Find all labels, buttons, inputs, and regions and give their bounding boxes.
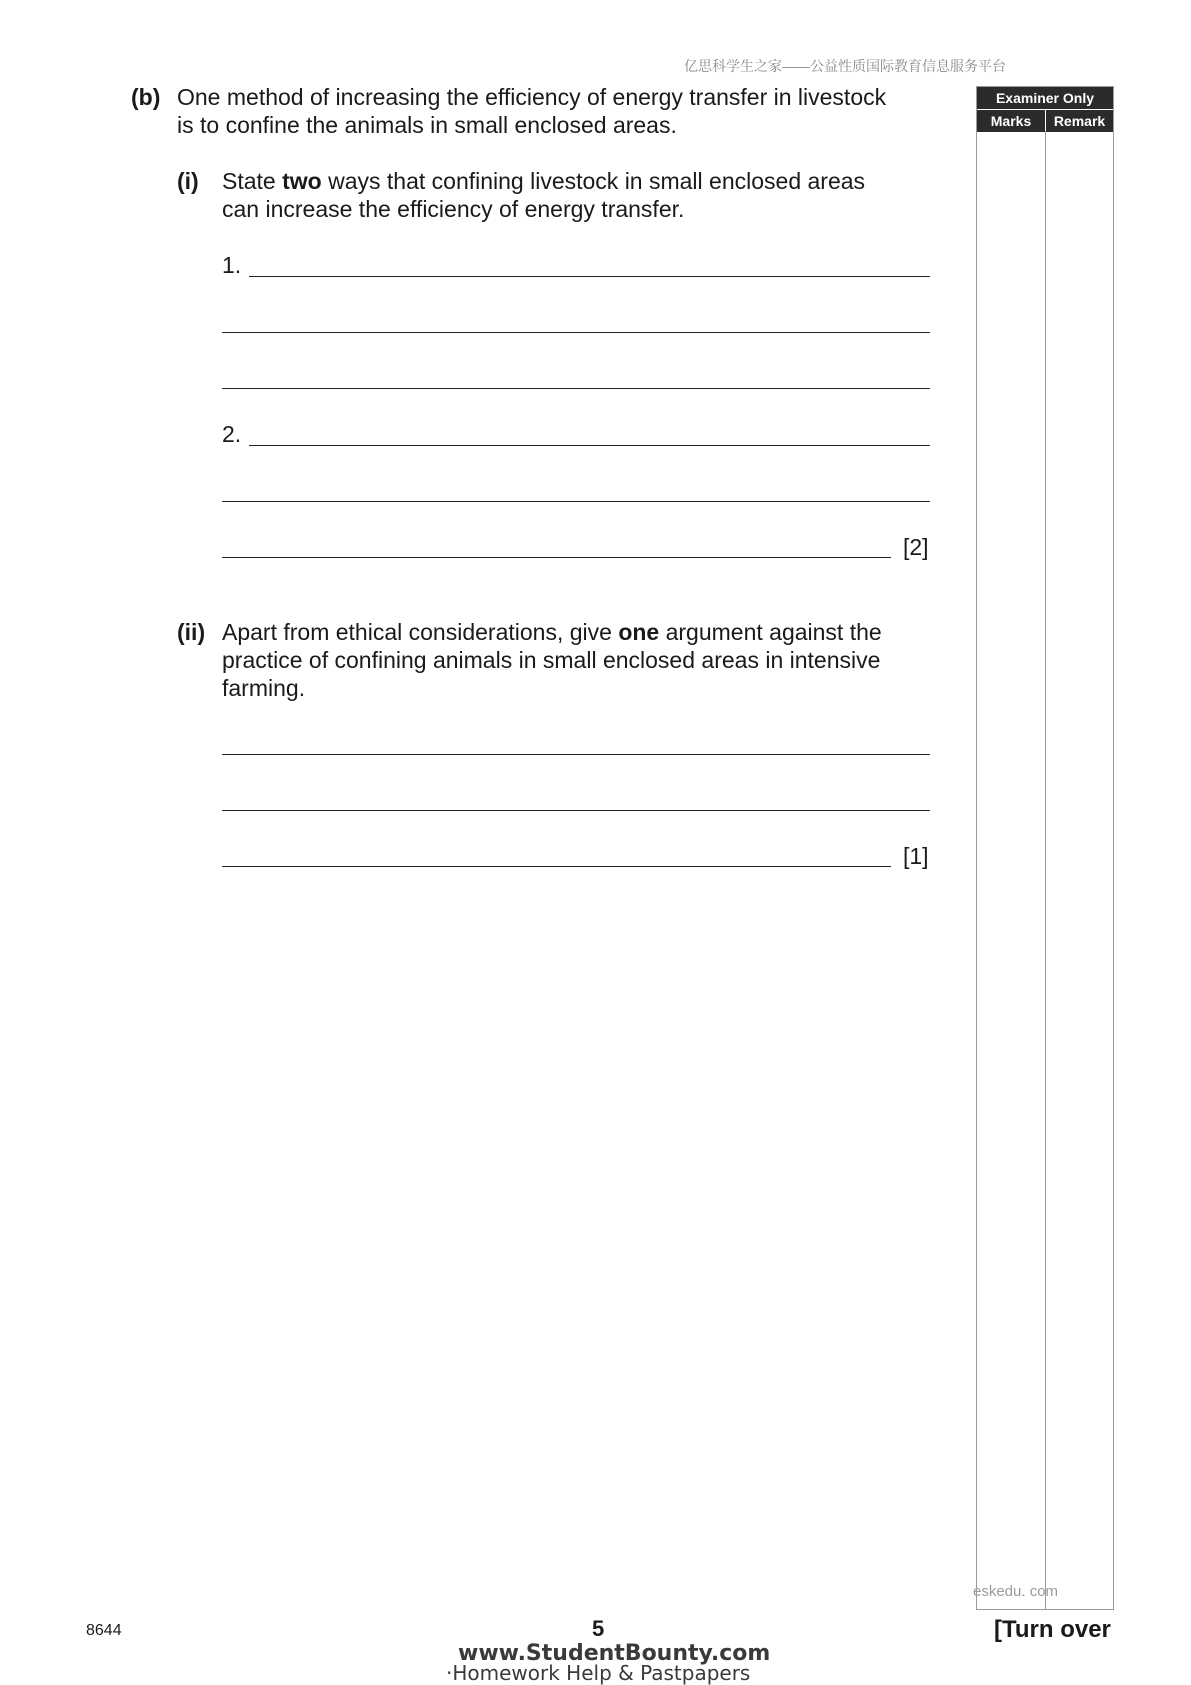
footer-tagline: ·Homework Help & Pastpapers: [446, 1661, 751, 1685]
turn-over: [Turn over: [994, 1616, 1111, 1643]
part-ii-line1: [222, 618, 882, 646]
part-i-emphasis: two: [282, 168, 322, 194]
part-i-line1: [222, 167, 865, 195]
column-divider: [1045, 131, 1046, 1609]
part-ii-line1-pre: Apart from ethical considerations, give: [222, 619, 619, 645]
part-i-marks: [2]: [903, 534, 929, 560]
paper-code: 8644: [86, 1622, 122, 1639]
part-i-label: (i): [177, 168, 199, 194]
answer-line[interactable]: [222, 501, 930, 502]
marks-column-header: Marks: [977, 110, 1046, 132]
question-b-line1: One method of increasing the efficiency of energy transfer in livestock: [177, 84, 887, 110]
answer-line[interactable]: [222, 332, 930, 333]
part-i-line1-pre: State: [222, 168, 283, 194]
answer-2-number: 2.: [222, 421, 242, 447]
footer-site-logo: www.StudentBounty.com: [458, 1641, 771, 1666]
answer-line[interactable]: [222, 557, 891, 558]
header-watermark: 亿思科学生之家——公益性质国际教育信息服务平台: [684, 58, 1006, 74]
examiner-title: Examiner Only: [977, 87, 1113, 109]
part-ii-label: (ii): [177, 619, 206, 645]
answer-line[interactable]: [249, 276, 930, 277]
part-i-line1-post: ways that confining livestock in small enclosed areas: [321, 168, 866, 194]
question-b-line2: is to confine the animals in small enclosed areas.: [177, 112, 677, 138]
part-ii-marks: [1]: [903, 843, 929, 869]
part-ii-line2: practice of confining animals in small enclosed areas in intensive: [222, 647, 881, 673]
part-ii-line3: farming.: [222, 675, 306, 701]
answer-1-number: 1.: [222, 252, 242, 278]
answer-line[interactable]: [222, 810, 930, 811]
question-b-label: (b): [131, 84, 161, 110]
part-i-line2: can increase the efficiency of energy transfer.: [222, 196, 685, 222]
answer-line[interactable]: [222, 866, 891, 867]
answer-line[interactable]: [222, 754, 930, 755]
part-ii-emphasis: one: [618, 619, 660, 645]
answer-line[interactable]: [249, 445, 930, 446]
answer-line[interactable]: [222, 388, 930, 389]
remark-column-header: Remark: [1046, 110, 1113, 132]
page-number: 5: [592, 1616, 605, 1641]
part-ii-line1-post: argument against the: [659, 619, 882, 645]
examiner-box: [976, 86, 1114, 1610]
stamp-text: eskedu. com: [973, 1583, 1059, 1600]
